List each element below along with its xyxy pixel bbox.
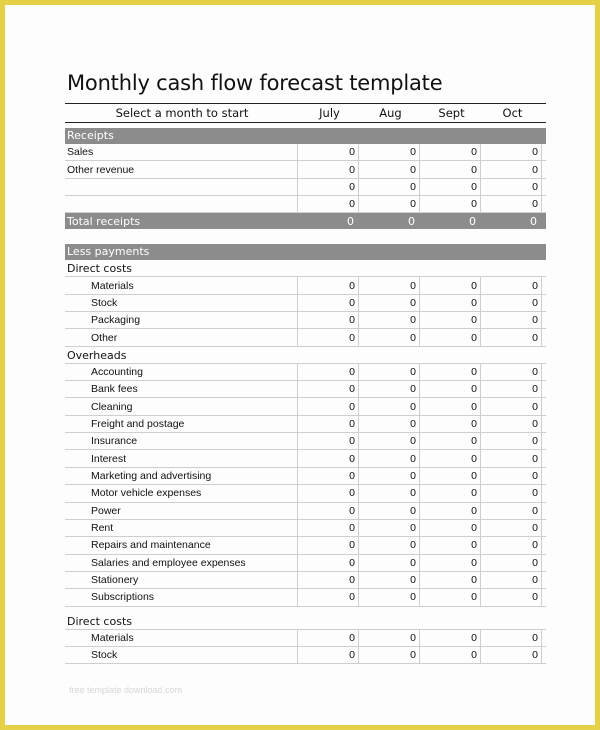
table-row <box>65 416 546 433</box>
value-cell[interactable]: 0 <box>359 572 420 588</box>
value-cell[interactable]: 0 <box>420 312 481 328</box>
value-cell[interactable]: 0 <box>420 329 481 345</box>
value-cell[interactable]: 0 <box>420 572 481 588</box>
row-label[interactable]: Power <box>65 503 298 519</box>
value-cell[interactable]: 0 <box>481 485 542 501</box>
row-label[interactable]: Motor vehicle expenses <box>65 485 298 501</box>
table-row <box>65 381 546 398</box>
value-cell[interactable]: 0 <box>359 630 420 646</box>
table-row <box>65 572 546 589</box>
row-label[interactable]: Materials <box>65 630 298 646</box>
value-cell[interactable]: 0 <box>481 537 542 553</box>
row-label[interactable] <box>65 196 298 212</box>
cash-flow-table <box>65 103 546 664</box>
table-row <box>65 329 546 346</box>
value-cell[interactable]: 0 <box>298 450 359 466</box>
value-cell[interactable]: 0 <box>481 450 542 466</box>
value-cell[interactable]: 0 <box>359 503 420 519</box>
value-cell[interactable]: 0 <box>298 520 359 536</box>
row-label[interactable]: Interest <box>65 450 298 466</box>
value-cell[interactable]: 0 <box>481 144 542 160</box>
value-cell[interactable]: 0 <box>481 589 542 605</box>
row-label[interactable]: Other revenue <box>65 161 298 177</box>
value-cell[interactable]: 0 <box>481 468 542 484</box>
value-cell[interactable]: 0 <box>481 312 542 328</box>
total-value: 0 <box>530 214 537 228</box>
total-value: 0 <box>347 214 354 228</box>
table-row <box>65 433 546 450</box>
value-cell[interactable]: 0 <box>298 381 359 397</box>
value-cell[interactable]: 0 <box>298 398 359 414</box>
table-row <box>65 630 546 647</box>
value-cell[interactable]: 0 <box>359 364 420 380</box>
row-label[interactable]: Stock <box>65 647 298 663</box>
value-cell[interactable]: 0 <box>481 572 542 588</box>
value-cell[interactable]: 0 <box>298 416 359 432</box>
row-label[interactable]: Salaries and employee expenses <box>65 555 298 571</box>
value-cell[interactable]: 0 <box>420 398 481 414</box>
payments-section-header: Less payments <box>65 244 546 260</box>
row-label[interactable]: Sales <box>65 144 298 160</box>
value-cell[interactable]: 0 <box>420 503 481 519</box>
table-row <box>65 196 546 213</box>
value-cell[interactable]: 0 <box>359 295 420 311</box>
value-cell[interactable]: 0 <box>359 416 420 432</box>
value-cell[interactable]: 0 <box>481 295 542 311</box>
payment-groups <box>65 260 546 664</box>
value-cell[interactable]: 0 <box>359 485 420 501</box>
value-cell[interactable]: 0 <box>420 630 481 646</box>
value-cell[interactable]: 0 <box>298 503 359 519</box>
value-cell[interactable]: 0 <box>298 537 359 553</box>
value-cell[interactable]: 0 <box>420 450 481 466</box>
value-cell[interactable]: 0 <box>420 416 481 432</box>
value-cell[interactable]: 0 <box>298 329 359 345</box>
value-cell[interactable]: 0 <box>359 312 420 328</box>
table-row <box>65 555 546 572</box>
row-label[interactable]: Stationery <box>65 572 298 588</box>
group-header: Overheads <box>65 347 546 364</box>
row-label[interactable]: Bank fees <box>65 381 298 397</box>
total-value: 0 <box>469 214 476 228</box>
month-header: July <box>319 106 340 120</box>
value-cell[interactable]: 0 <box>420 555 481 571</box>
value-cell[interactable]: 0 <box>359 520 420 536</box>
table-row <box>65 295 546 312</box>
value-cell[interactable]: 0 <box>420 433 481 449</box>
row-label[interactable]: Stock <box>65 295 298 311</box>
value-cell[interactable]: 0 <box>420 144 481 160</box>
month-header: Sept <box>438 106 465 120</box>
table-row <box>65 647 546 664</box>
row-label[interactable]: Accounting <box>65 364 298 380</box>
value-cell[interactable]: 0 <box>420 179 481 195</box>
value-cell[interactable]: 0 <box>481 329 542 345</box>
row-label[interactable]: Repairs and maintenance <box>65 537 298 553</box>
value-cell[interactable]: 0 <box>481 520 542 536</box>
value-cell[interactable]: 0 <box>420 468 481 484</box>
table-row <box>65 537 546 554</box>
receipts-section-header: Receipts <box>65 128 546 144</box>
value-cell[interactable]: 0 <box>359 555 420 571</box>
value-cell[interactable]: 0 <box>420 537 481 553</box>
group-header: Direct costs <box>65 260 546 277</box>
table-row <box>65 144 546 161</box>
value-cell[interactable]: 0 <box>298 555 359 571</box>
value-cell[interactable]: 0 <box>420 196 481 212</box>
value-cell[interactable]: 0 <box>298 647 359 663</box>
watermark: free template download.com <box>69 685 183 695</box>
value-cell[interactable]: 0 <box>359 161 420 177</box>
value-cell[interactable]: 0 <box>420 161 481 177</box>
value-cell[interactable]: 0 <box>298 630 359 646</box>
month-header: Oct <box>502 106 523 120</box>
value-cell[interactable]: 0 <box>420 277 481 293</box>
value-cell[interactable]: 0 <box>481 398 542 414</box>
row-label[interactable]: Materials <box>65 277 298 293</box>
value-cell[interactable]: 0 <box>420 485 481 501</box>
header-row <box>65 103 546 123</box>
value-cell[interactable]: 0 <box>298 589 359 605</box>
value-cell[interactable]: 0 <box>298 179 359 195</box>
month-select-label[interactable]: Select a month to start <box>115 106 249 120</box>
document-page <box>5 5 595 725</box>
value-cell[interactable]: 0 <box>359 589 420 605</box>
value-cell[interactable]: 0 <box>481 161 542 177</box>
table-row <box>65 589 546 606</box>
value-cell[interactable]: 0 <box>298 364 359 380</box>
value-cell[interactable]: 0 <box>420 364 481 380</box>
table-row <box>65 503 546 520</box>
row-label[interactable]: Packaging <box>65 312 298 328</box>
value-cell[interactable]: 0 <box>359 329 420 345</box>
value-cell[interactable]: 0 <box>420 381 481 397</box>
value-cell[interactable]: 0 <box>359 179 420 195</box>
value-cell[interactable]: 0 <box>359 468 420 484</box>
value-cell[interactable]: 0 <box>420 520 481 536</box>
row-label[interactable] <box>65 179 298 195</box>
total-value: 0 <box>408 214 415 228</box>
row-label[interactable]: Insurance <box>65 433 298 449</box>
row-label[interactable]: Marketing and advertising <box>65 468 298 484</box>
value-cell[interactable]: 0 <box>298 485 359 501</box>
value-cell[interactable]: 0 <box>298 312 359 328</box>
value-cell[interactable]: 0 <box>298 277 359 293</box>
value-cell[interactable]: 0 <box>359 647 420 663</box>
value-cell[interactable]: 0 <box>481 416 542 432</box>
value-cell[interactable]: 0 <box>359 450 420 466</box>
value-cell[interactable]: 0 <box>298 433 359 449</box>
table-row <box>65 179 546 196</box>
table-row <box>65 398 546 415</box>
table-row <box>65 312 546 329</box>
group-header: Direct costs <box>65 613 546 630</box>
row-label[interactable]: Subscriptions <box>65 589 298 605</box>
value-cell[interactable]: 0 <box>359 277 420 293</box>
total-receipts-label: Total receipts <box>67 214 141 228</box>
value-cell[interactable]: 0 <box>359 537 420 553</box>
table-row <box>65 450 546 467</box>
value-cell[interactable]: 0 <box>420 589 481 605</box>
receipts-rows <box>65 144 546 213</box>
total-receipts-row <box>65 213 546 229</box>
row-label[interactable]: Freight and postage <box>65 416 298 432</box>
value-cell[interactable]: 0 <box>481 503 542 519</box>
value-cell[interactable]: 0 <box>359 433 420 449</box>
value-cell[interactable]: 0 <box>420 295 481 311</box>
table-row <box>65 161 546 178</box>
row-label[interactable]: Other <box>65 329 298 345</box>
value-cell[interactable]: 0 <box>359 381 420 397</box>
value-cell[interactable]: 0 <box>420 647 481 663</box>
table-row <box>65 468 546 485</box>
value-cell[interactable]: 0 <box>298 572 359 588</box>
value-cell[interactable]: 0 <box>359 196 420 212</box>
row-label[interactable]: Rent <box>65 520 298 536</box>
table-row <box>65 485 546 502</box>
value-cell[interactable]: 0 <box>481 630 542 646</box>
value-cell[interactable]: 0 <box>481 555 542 571</box>
value-cell[interactable]: 0 <box>298 468 359 484</box>
table-row <box>65 277 546 294</box>
table-row <box>65 364 546 381</box>
value-cell[interactable]: 0 <box>298 295 359 311</box>
value-cell[interactable]: 0 <box>298 161 359 177</box>
value-cell[interactable]: 0 <box>359 398 420 414</box>
value-cell[interactable]: 0 <box>481 196 542 212</box>
value-cell[interactable]: 0 <box>359 144 420 160</box>
value-cell[interactable]: 0 <box>298 196 359 212</box>
table-row <box>65 520 546 537</box>
value-cell[interactable]: 0 <box>298 144 359 160</box>
value-cell[interactable]: 0 <box>481 277 542 293</box>
value-cell[interactable]: 0 <box>481 647 542 663</box>
value-cell[interactable]: 0 <box>481 179 542 195</box>
row-label[interactable]: Cleaning <box>65 398 298 414</box>
value-cell[interactable]: 0 <box>481 381 542 397</box>
month-header: Aug <box>379 106 402 120</box>
value-cell[interactable]: 0 <box>481 433 542 449</box>
page-title: Monthly cash flow forecast template <box>67 71 443 95</box>
value-cell[interactable]: 0 <box>481 364 542 380</box>
